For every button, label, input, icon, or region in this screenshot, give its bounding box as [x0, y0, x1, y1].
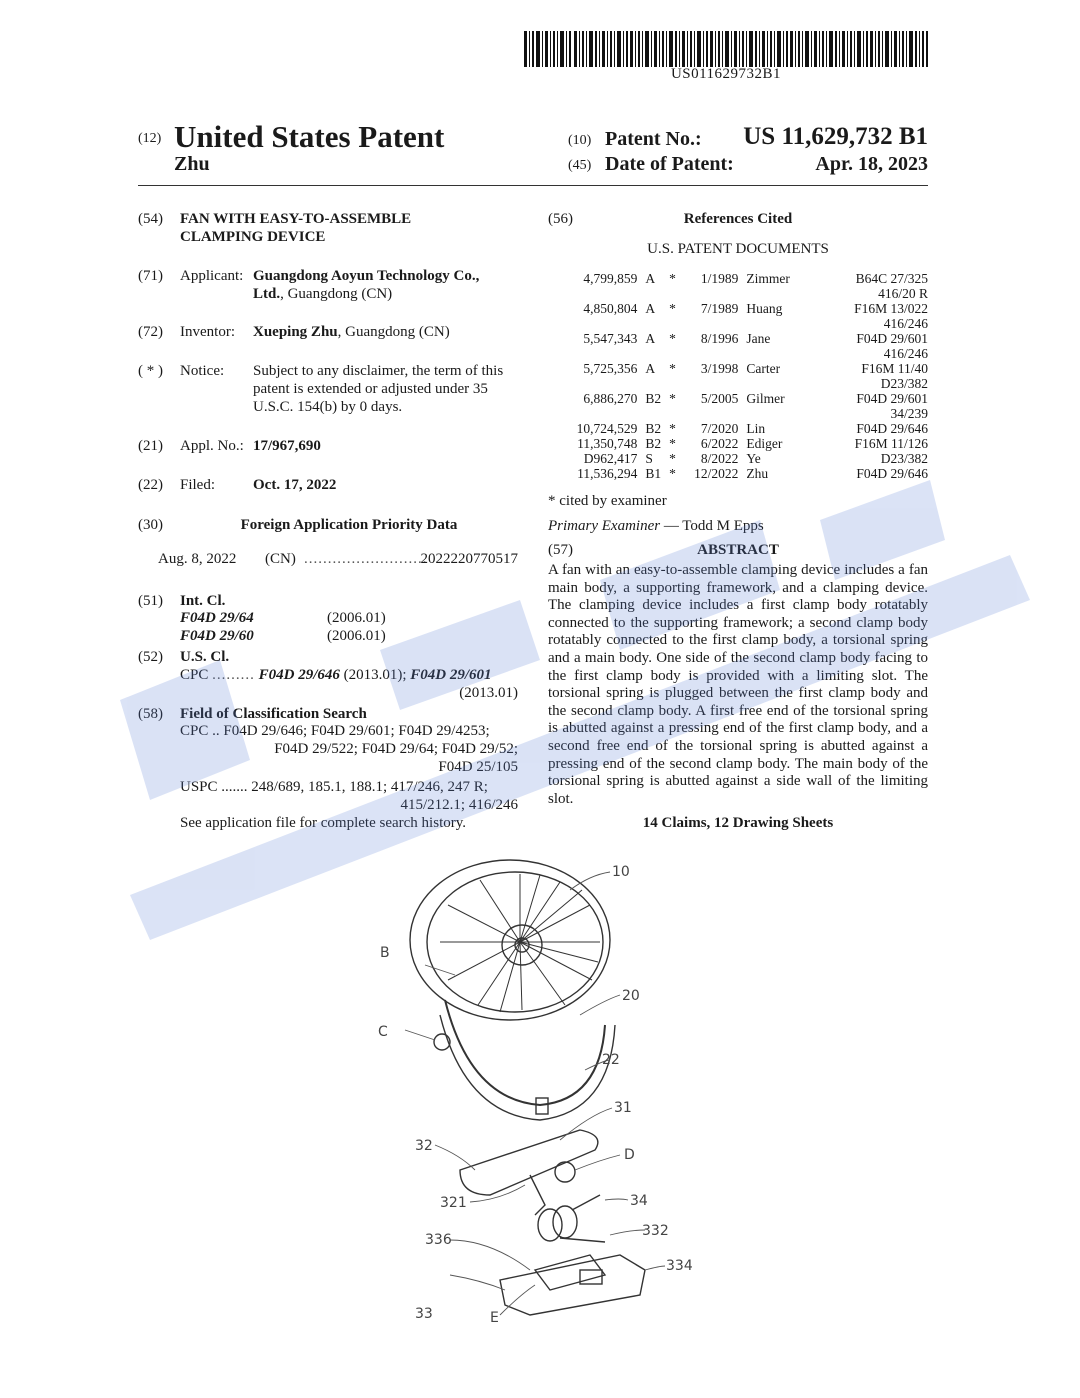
reference-kind: A	[645, 331, 656, 346]
label-34: 34	[630, 1193, 648, 1209]
reference-row	[560, 361, 928, 376]
label-E: E	[490, 1310, 499, 1326]
reference-row	[560, 331, 928, 346]
search-history-note: See application file for complete search history.	[180, 815, 467, 831]
notice-code: ( * )	[138, 363, 163, 379]
applicant-label: Applicant:	[180, 268, 244, 284]
reference-number: 4,850,804	[583, 301, 638, 316]
notice-line3: U.S.C. 154(b) by 0 days.	[253, 399, 403, 415]
field-72-code: (72)	[138, 324, 163, 340]
examiner-name: Todd M Epps	[682, 518, 764, 534]
field-search-label: Field of Classification Search	[180, 706, 367, 722]
reference-class: F16M 13/022	[854, 301, 928, 316]
inventor-place: , Guangdong (CN)	[337, 324, 450, 340]
reference-date: 8/1996	[700, 331, 739, 346]
clamp-arm-321	[530, 1175, 545, 1215]
reference-row-continuation	[560, 376, 928, 391]
code-12: (12)	[138, 131, 162, 146]
barcode-number: US011629732B1	[670, 66, 782, 82]
reference-star: *	[669, 331, 676, 346]
label-22: 22	[602, 1052, 620, 1068]
field-search-cpc-1: CPC .. F04D 29/646; F04D 29/601; F04D 29/4253;	[180, 723, 490, 739]
inventor-line	[253, 323, 450, 341]
reference-class: F04D 29/601	[856, 331, 928, 346]
reference-date: 6/2022	[700, 436, 739, 451]
barcode	[524, 31, 928, 67]
notice-text	[253, 362, 518, 416]
field-search-cpc-3: F04D 25/105	[438, 759, 518, 775]
reference-date: 7/2020	[700, 421, 739, 436]
field-search-cpc-2: F04D 29/522; F04D 29/64; F04D 29/52;	[274, 741, 518, 757]
reference-kind: B2	[645, 391, 662, 406]
reference-star: *	[669, 271, 676, 286]
references-title: References Cited	[683, 211, 793, 227]
invention-title-line1: FAN WITH EASY-TO-ASSEMBLE	[180, 211, 412, 227]
reference-date: 1/1989	[700, 271, 739, 286]
field-search-uspc-2: 415/212.1; 416/246	[400, 797, 518, 813]
field-58-code: (58)	[138, 706, 163, 722]
us-cl-version-2: (2013.01)	[459, 685, 518, 701]
reference-star: *	[669, 466, 676, 481]
reference-row	[560, 421, 928, 436]
reference-kind: S	[645, 451, 653, 466]
label-D: D	[624, 1147, 635, 1163]
filed-value: Oct. 17, 2022	[253, 477, 337, 493]
appl-no-label: Appl. No.:	[180, 438, 244, 454]
reference-number: 5,547,343	[583, 331, 638, 346]
abstract-text: A fan with an easy-to-assemble clamping device includes a fan main body, a supporting framework, and a clamping device. The clamping device includes a first clamp body rotatably connected to the supporting framework; a second clamp body rotatably connected to the first clamp body, a torsional spring and a main body. One side of the second clamp body facing to the first clamp body is provided with a limiting slot. The torsional spring is plugged between the first clamp body and the second clamp body. A first free end of the torsional spring is abutted against a pressing end of the first clamp body, and a second free end of the torsional spring is abutted against a pressing end of the second clamp body. The main body of the torsional spring is abutted against a side wall of the limiting slot.	[548, 562, 928, 807]
limiting-slot	[535, 1255, 605, 1290]
reference-star: *	[669, 301, 676, 316]
appl-no-value: 17/967,690	[253, 438, 321, 454]
us-patent-documents: U.S. PATENT DOCUMENTS	[647, 241, 829, 257]
examiner-separator: —	[660, 518, 683, 534]
priority-number: 2022220770517	[420, 551, 518, 567]
applicant-name-line2	[253, 285, 392, 303]
reference-name: Lin	[746, 421, 766, 436]
reference-name: Huang	[746, 301, 783, 316]
reference-kind: A	[645, 301, 656, 316]
reference-name: Carter	[746, 361, 781, 376]
reference-star: *	[669, 421, 676, 436]
inventor-label: Inventor:	[180, 324, 235, 340]
reference-date: 12/2022	[694, 466, 739, 481]
reference-date: 7/1989	[700, 301, 739, 316]
reference-row-continuation	[560, 286, 928, 301]
reference-secondary-class: 416/246	[883, 346, 928, 361]
notice-line2: patent is extended or adjusted under 35	[253, 381, 488, 397]
reference-secondary-class: 416/20 R	[878, 286, 928, 301]
field-22-code: (22)	[138, 477, 163, 493]
us-cl-cpc	[180, 666, 518, 684]
reference-secondary-class: 34/239	[890, 406, 928, 421]
field-71-code: (71)	[138, 268, 163, 284]
reference-date: 8/2022	[700, 451, 739, 466]
label-336: 336	[425, 1232, 452, 1248]
reference-class: F04D 29/646	[856, 421, 928, 436]
notice-label: Notice:	[180, 363, 225, 379]
inventor-name: Xueping Zhu	[253, 324, 338, 340]
reference-number: D962,417	[583, 451, 638, 466]
references-table	[560, 271, 928, 481]
date-of-patent: Apr. 18, 2023	[815, 153, 928, 175]
label-20: 20	[622, 988, 640, 1004]
patent-number: US 11,629,732 B1	[743, 123, 928, 150]
reference-row-continuation	[560, 316, 928, 331]
abstract-title: ABSTRACT	[697, 542, 779, 558]
us-cl-class-1: F04D 29/646	[258, 667, 340, 683]
label-C: C	[378, 1024, 388, 1040]
field-21-code: (21)	[138, 438, 163, 454]
primary-examiner	[548, 517, 764, 535]
reference-row-continuation	[560, 346, 928, 361]
torsional-spring-icon	[538, 1195, 605, 1242]
reference-row	[560, 391, 928, 406]
patent-no-label: Patent No.:	[605, 128, 702, 150]
reference-number: 11,350,748	[577, 436, 638, 451]
fan-grille-icon	[440, 874, 600, 1012]
field-57-code: (57)	[548, 542, 573, 558]
int-cl-2-version: (2006.01)	[327, 628, 386, 644]
label-334: 334	[666, 1258, 693, 1274]
reference-class: F04D 29/601	[856, 391, 928, 406]
document-title: United States Patent	[174, 119, 445, 154]
claims-and-sheets: 14 Claims, 12 Drawing Sheets	[642, 815, 834, 831]
applicant-place: , Guangdong (CN)	[280, 286, 393, 302]
reference-number: 5,725,356	[583, 361, 638, 376]
us-cl-label: U.S. Cl.	[180, 649, 230, 665]
reference-class: D23/382	[880, 451, 928, 466]
field-52-code: (52)	[138, 649, 163, 665]
label-332: 332	[642, 1223, 669, 1239]
reference-date: 5/2005	[700, 391, 739, 406]
code-10: (10)	[568, 133, 592, 148]
us-cl-dots: .........	[212, 667, 255, 683]
references-body	[560, 271, 928, 481]
int-cl-1-version: (2006.01)	[327, 610, 386, 626]
reference-row-continuation	[560, 406, 928, 421]
reference-star: *	[669, 436, 676, 451]
reference-number: 6,886,270	[583, 391, 638, 406]
field-30-code: (30)	[138, 517, 163, 533]
header-divider	[138, 185, 928, 186]
reference-number: 10,724,529	[576, 421, 638, 436]
reference-name: Ediger	[746, 436, 783, 451]
reference-row	[560, 271, 928, 286]
reference-name: Zimmer	[746, 271, 790, 286]
examiner-label: Primary Examiner	[548, 518, 661, 534]
invention-title-line2: CLAMPING DEVICE	[180, 229, 326, 245]
priority-data-title: Foreign Application Priority Data	[240, 517, 458, 533]
leader-lines	[405, 872, 665, 1315]
reference-star: *	[669, 451, 676, 466]
reference-number: 4,799,859	[583, 271, 638, 286]
int-cl-2: F04D 29/60	[180, 628, 254, 644]
reference-row	[560, 436, 928, 451]
priority-dots: ..........................	[304, 551, 428, 567]
reference-class: F04D 29/646	[856, 466, 928, 481]
reference-row	[560, 301, 928, 316]
patent-drawing	[360, 850, 720, 1330]
field-search-uspc-1: USPC ....... 248/689, 185.1, 188.1; 417/246, 247 R;	[180, 779, 488, 795]
reference-name: Zhu	[746, 466, 769, 481]
applicant-name-line1: Guangdong Aoyun Technology Co.,	[253, 268, 480, 284]
int-cl-1: F04D 29/64	[180, 610, 254, 626]
field-54-code: (54)	[138, 211, 163, 227]
reference-kind: B1	[645, 466, 662, 481]
reference-star: *	[669, 391, 676, 406]
label-31: 31	[614, 1100, 632, 1116]
label-33: 33	[415, 1306, 433, 1322]
reference-row	[560, 451, 928, 466]
reference-kind: A	[645, 361, 656, 376]
fan-housing	[410, 860, 610, 1020]
first-clamp-body	[460, 1130, 598, 1195]
support-stem	[536, 1098, 548, 1114]
label-32: 32	[415, 1138, 433, 1154]
cited-by-examiner: * cited by examiner	[548, 493, 667, 509]
reference-secondary-class: 416/246	[883, 316, 928, 331]
priority-country: (CN)	[265, 551, 296, 567]
label-321: 321	[440, 1195, 467, 1211]
priority-date: Aug. 8, 2022	[158, 551, 237, 567]
us-cl-cpc-label: CPC	[180, 667, 209, 683]
reference-class: F16M 11/40	[861, 361, 928, 376]
code-45: (45)	[568, 158, 592, 173]
reference-star: *	[669, 361, 676, 376]
reference-name: Gilmer	[746, 391, 785, 406]
clamp-pivot-d	[555, 1162, 575, 1182]
us-cl-class-2: F04D 29/601	[410, 667, 492, 683]
reference-class: F16M 11/126	[854, 436, 928, 451]
reference-name: Ye	[746, 451, 761, 466]
reference-class: B64C 27/325	[855, 271, 928, 286]
inventor-short: Zhu	[174, 153, 210, 175]
support-arm	[445, 1000, 605, 1105]
reference-kind: A	[645, 271, 656, 286]
reference-secondary-class: D23/382	[880, 376, 928, 391]
us-cl-version-1: (2013.01);	[343, 667, 407, 683]
int-cl-label: Int. Cl.	[180, 593, 226, 609]
field-56-code: (56)	[548, 211, 573, 227]
reference-kind: B2	[645, 421, 662, 436]
reference-date: 3/1998	[700, 361, 739, 376]
date-of-patent-label: Date of Patent:	[605, 153, 734, 175]
reference-name: Jane	[746, 331, 771, 346]
notice-line1: Subject to any disclaimer, the term of this	[253, 363, 504, 379]
reference-number: 11,536,294	[577, 466, 638, 481]
reference-row	[560, 466, 928, 481]
applicant-name-suffix: Ltd.	[253, 286, 281, 302]
label-B: B	[380, 945, 390, 961]
label-10: 10	[612, 864, 630, 880]
filed-label: Filed:	[180, 477, 216, 493]
field-51-code: (51)	[138, 593, 163, 609]
reference-kind: B2	[645, 436, 662, 451]
